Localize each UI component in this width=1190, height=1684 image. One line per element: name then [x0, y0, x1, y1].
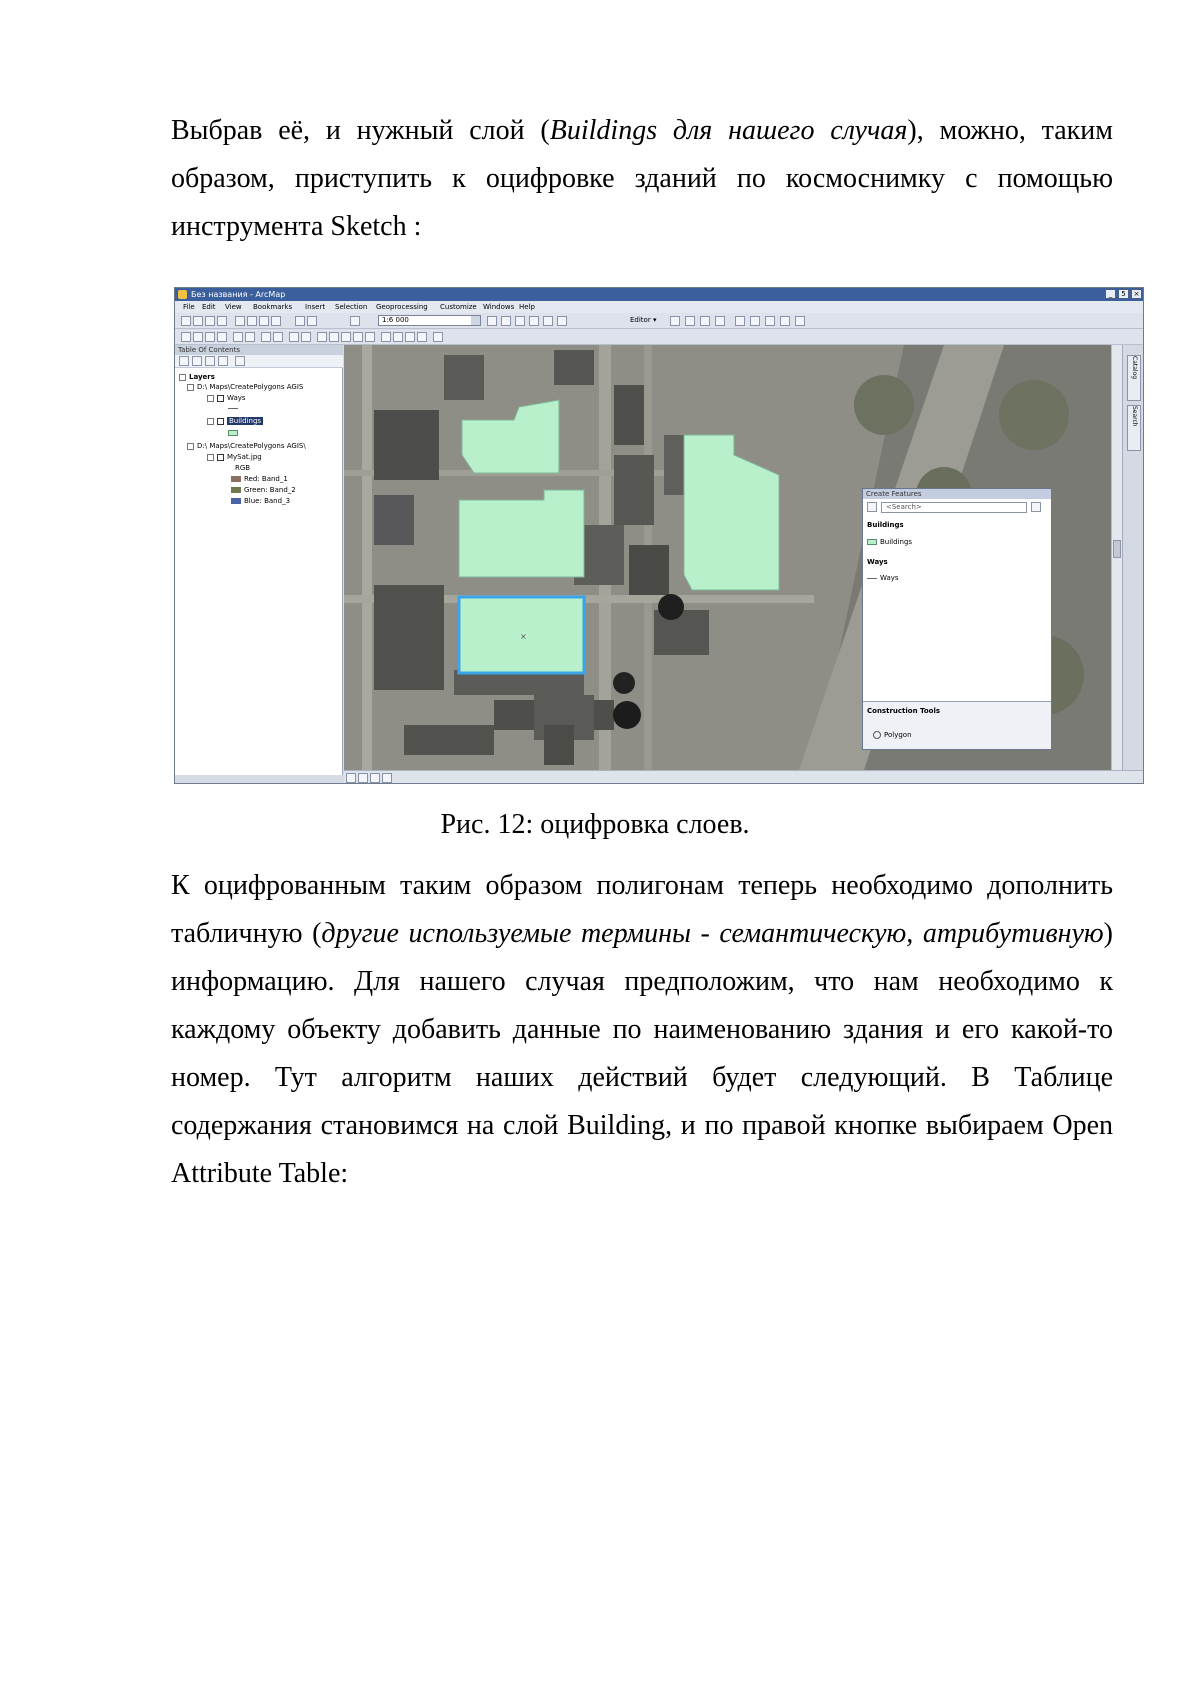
band-blue-value: Band_3	[264, 497, 291, 505]
polygon-tool-label: Polygon	[884, 731, 912, 739]
print-icon[interactable]	[217, 316, 227, 326]
python-icon[interactable]	[557, 316, 567, 326]
ways-visibility-checkbox[interactable]	[217, 395, 224, 402]
band-green-value: Band_2	[269, 486, 296, 494]
window-title: Без названия - ArcMap	[191, 290, 286, 299]
menu-windows[interactable]: Windows	[483, 303, 515, 311]
catalog-icon[interactable]	[515, 316, 525, 326]
go-to-xy-icon[interactable]	[405, 332, 415, 342]
pan-icon[interactable]	[205, 332, 215, 342]
cf-item-buildings[interactable]	[867, 537, 912, 547]
catalog-tab[interactable]	[1127, 355, 1141, 401]
toc-header: Table Of Contents	[175, 345, 343, 355]
cf-group-ways: Ways	[867, 558, 888, 566]
refresh-icon[interactable]	[370, 773, 380, 783]
create-features-icon[interactable]	[795, 316, 805, 326]
paragraph-attributes-text-2: ) информацию. Для нашего случая предположим, что нам необходимо к каждому объекту добавить данные по наименованию здания и его какой-то номер. Тут алгоритм наших действий будет следующий. В Таблице содержания становимся на слой Building, и по правой кнопке выбираем Open Attribute Table:	[171, 918, 1113, 1189]
catalog-tab-label: Catalog	[1131, 356, 1138, 380]
paragraph-attributes-text-1: К оцифрованным таким образом полигонам теперь необходимо дополнить табличную (	[171, 870, 1113, 949]
polygon-tool[interactable]	[873, 730, 912, 740]
ways-symbol-row	[228, 404, 241, 413]
undo-icon[interactable]	[295, 316, 305, 326]
menu-help[interactable]: Help	[519, 303, 535, 311]
tools-toolbar	[175, 329, 1144, 345]
buildings-symbol-row	[228, 429, 241, 438]
search-tab-label: Search	[1131, 406, 1138, 427]
zoom-in-icon[interactable]	[181, 332, 191, 342]
delete-icon[interactable]	[271, 316, 281, 326]
toc-group1-path: D:\ Maps\CreatePolygons AGIS	[197, 383, 304, 391]
ways-line-symbol-icon	[228, 408, 238, 409]
attributes-icon[interactable]	[765, 316, 775, 326]
sketch-properties-icon[interactable]	[780, 316, 790, 326]
list-by-source-icon[interactable]	[192, 356, 202, 366]
cf-item-ways[interactable]	[867, 573, 899, 583]
viewer-window-icon[interactable]	[433, 332, 443, 342]
collapse-icon[interactable]	[187, 443, 194, 450]
table-of-contents-icon[interactable]	[501, 316, 511, 326]
organize-templates-icon[interactable]	[867, 502, 877, 512]
template-search-input[interactable]: <Search>	[881, 502, 1027, 513]
html-popup-icon[interactable]	[353, 332, 363, 342]
map-view[interactable]	[344, 345, 1122, 770]
menu-bar	[175, 301, 1144, 313]
forward-extent-icon[interactable]	[273, 332, 283, 342]
create-features-panel	[862, 488, 1052, 750]
toc-group2-path: D:\ Maps\CreatePolygons AGIS\	[197, 442, 306, 450]
blue-band-swatch-icon	[231, 498, 241, 504]
open-icon[interactable]	[193, 316, 203, 326]
window-titlebar	[175, 288, 1144, 301]
buildings-fill-symbol-icon	[228, 430, 238, 436]
list-by-visibility-icon[interactable]	[205, 356, 215, 366]
menu-bookmarks[interactable]: Bookmarks	[253, 303, 293, 311]
band-red-name: Red:	[244, 475, 260, 483]
cut-icon[interactable]	[235, 316, 245, 326]
menu-edit[interactable]: Edit	[202, 303, 216, 311]
map-status-bar	[344, 770, 1144, 784]
arcmap-app-icon	[178, 290, 187, 299]
menu-file[interactable]: File	[183, 303, 195, 311]
search-icon[interactable]	[1031, 502, 1041, 512]
identify-icon[interactable]	[329, 332, 339, 342]
cf-group-buildings: Buildings	[867, 521, 904, 529]
edit-tool-icon[interactable]	[670, 316, 680, 326]
toc-rgb-label: RGB	[235, 464, 251, 472]
rotate-tool-icon[interactable]	[750, 316, 760, 326]
toc-raster-label: MySat.jpg	[227, 453, 262, 461]
polygon-tool-icon	[873, 731, 881, 739]
close-icon[interactable]: ×	[1131, 289, 1142, 299]
layout-view-icon[interactable]	[358, 773, 368, 783]
list-by-drawing-order-icon[interactable]	[179, 356, 189, 366]
band-green-row	[231, 486, 296, 495]
select-features-icon[interactable]	[289, 332, 299, 342]
copy-icon[interactable]	[247, 316, 257, 326]
menu-view[interactable]: View	[225, 303, 242, 311]
raster-visibility-checkbox[interactable]	[217, 454, 224, 461]
fixed-zoom-out-icon[interactable]	[245, 332, 255, 342]
paragraph-intro	[171, 107, 1113, 251]
paragraph-intro-text-2: ), можно, таким образом, приступить к оцифровке зданий по космоснимку с помощью инструмента Sketch :	[171, 115, 1113, 242]
scrollbar-thumb[interactable]	[1113, 540, 1121, 558]
construction-tools-section	[863, 701, 1051, 749]
toc-options-icon[interactable]	[235, 356, 245, 366]
svg-text:×: ×	[520, 632, 527, 641]
paragraph-intro-text-1: Выбрав её, и нужный слой (	[171, 115, 550, 146]
minimize-icon[interactable]: _	[1105, 289, 1116, 299]
data-view-icon[interactable]	[346, 773, 356, 783]
time-slider-icon[interactable]	[417, 332, 427, 342]
zoom-out-icon[interactable]	[193, 332, 203, 342]
toc-layers-row[interactable]	[179, 373, 215, 382]
save-icon[interactable]	[205, 316, 215, 326]
redo-icon[interactable]	[307, 316, 317, 326]
construction-tools-label: Construction Tools	[867, 707, 941, 715]
cf-item-buildings-label: Buildings	[880, 538, 913, 546]
back-extent-icon[interactable]	[261, 332, 271, 342]
menu-geoprocessing[interactable]: Geoprocessing	[376, 303, 428, 311]
find-icon[interactable]	[381, 332, 391, 342]
full-extent-icon[interactable]	[217, 332, 227, 342]
paragraph-intro-emphasis: Buildings для нашего случая	[549, 115, 908, 146]
menu-selection[interactable]: Selection	[335, 303, 368, 311]
search-window-icon[interactable]	[529, 316, 539, 326]
add-data-icon[interactable]	[350, 316, 360, 326]
toc-ways-label: Ways	[227, 394, 246, 402]
straight-segment-icon[interactable]	[700, 316, 710, 326]
clear-selection-icon[interactable]	[301, 332, 311, 342]
measure-icon[interactable]	[365, 332, 375, 342]
toc-buildings-label: Buildings	[229, 417, 262, 425]
toc-layers-label: Layers	[189, 373, 215, 381]
sketch-tool-icon[interactable]	[685, 316, 695, 326]
toc-buildings-row[interactable]	[207, 417, 263, 426]
polygon-template-icon	[867, 539, 877, 545]
collapse-icon[interactable]	[187, 384, 194, 391]
toc-group2-row[interactable]	[187, 442, 306, 451]
band-green-name: Green:	[244, 486, 268, 494]
toc-raster-row[interactable]	[207, 453, 262, 462]
pause-drawing-icon[interactable]	[382, 773, 392, 783]
standard-toolbar	[175, 313, 1144, 329]
editor-toolbar-icon[interactable]	[487, 316, 497, 326]
buildings-visibility-checkbox[interactable]	[217, 418, 224, 425]
map-scale-select[interactable]: 1:6 000	[378, 315, 481, 326]
toc-toolbar	[175, 355, 343, 368]
band-blue-name: Blue:	[244, 497, 262, 505]
trace-icon[interactable]	[715, 316, 725, 326]
fixed-zoom-in-icon[interactable]	[233, 332, 243, 342]
arctoolbox-icon[interactable]	[543, 316, 553, 326]
split-tool-icon[interactable]	[735, 316, 745, 326]
cf-item-ways-label: Ways	[880, 574, 899, 582]
band-blue-row	[231, 497, 290, 506]
toc-group1-row[interactable]	[187, 383, 303, 392]
line-template-icon	[867, 578, 877, 579]
paragraph-attributes-emphasis: другие используемые термины - семантическую, атрибутивную	[321, 918, 1104, 949]
search-tab[interactable]	[1127, 405, 1141, 451]
toc-ways-row[interactable]	[207, 394, 246, 403]
green-band-swatch-icon	[231, 487, 241, 493]
band-red-value: Band_1	[261, 475, 288, 483]
menu-insert[interactable]: Insert	[305, 303, 326, 311]
figure-caption: Рис. 12: оцифровка слоев.	[440, 809, 750, 840]
restore-icon[interactable]: 5	[1118, 289, 1129, 299]
select-elements-icon[interactable]	[317, 332, 327, 342]
docked-window-tabs	[1122, 345, 1144, 770]
collapse-icon[interactable]	[179, 374, 186, 381]
new-document-icon[interactable]	[181, 316, 191, 326]
collapse-icon[interactable]	[207, 454, 214, 461]
hyperlink-icon[interactable]	[341, 332, 351, 342]
list-by-selection-icon[interactable]	[218, 356, 228, 366]
red-band-swatch-icon	[231, 476, 241, 482]
find-route-icon[interactable]	[393, 332, 403, 342]
arcmap-screenshot	[174, 287, 1144, 784]
map-vertical-scrollbar[interactable]	[1111, 345, 1122, 770]
collapse-icon[interactable]	[207, 418, 214, 425]
paste-icon[interactable]	[259, 316, 269, 326]
band-red-row	[231, 475, 288, 484]
collapse-icon[interactable]	[207, 395, 214, 402]
editor-menu-button[interactable]: Editor ▾	[630, 316, 657, 324]
paragraph-attributes	[171, 862, 1113, 1198]
create-features-title: Create Features	[863, 489, 1051, 499]
menu-customize[interactable]: Customize	[440, 303, 477, 311]
table-of-contents	[175, 345, 343, 775]
